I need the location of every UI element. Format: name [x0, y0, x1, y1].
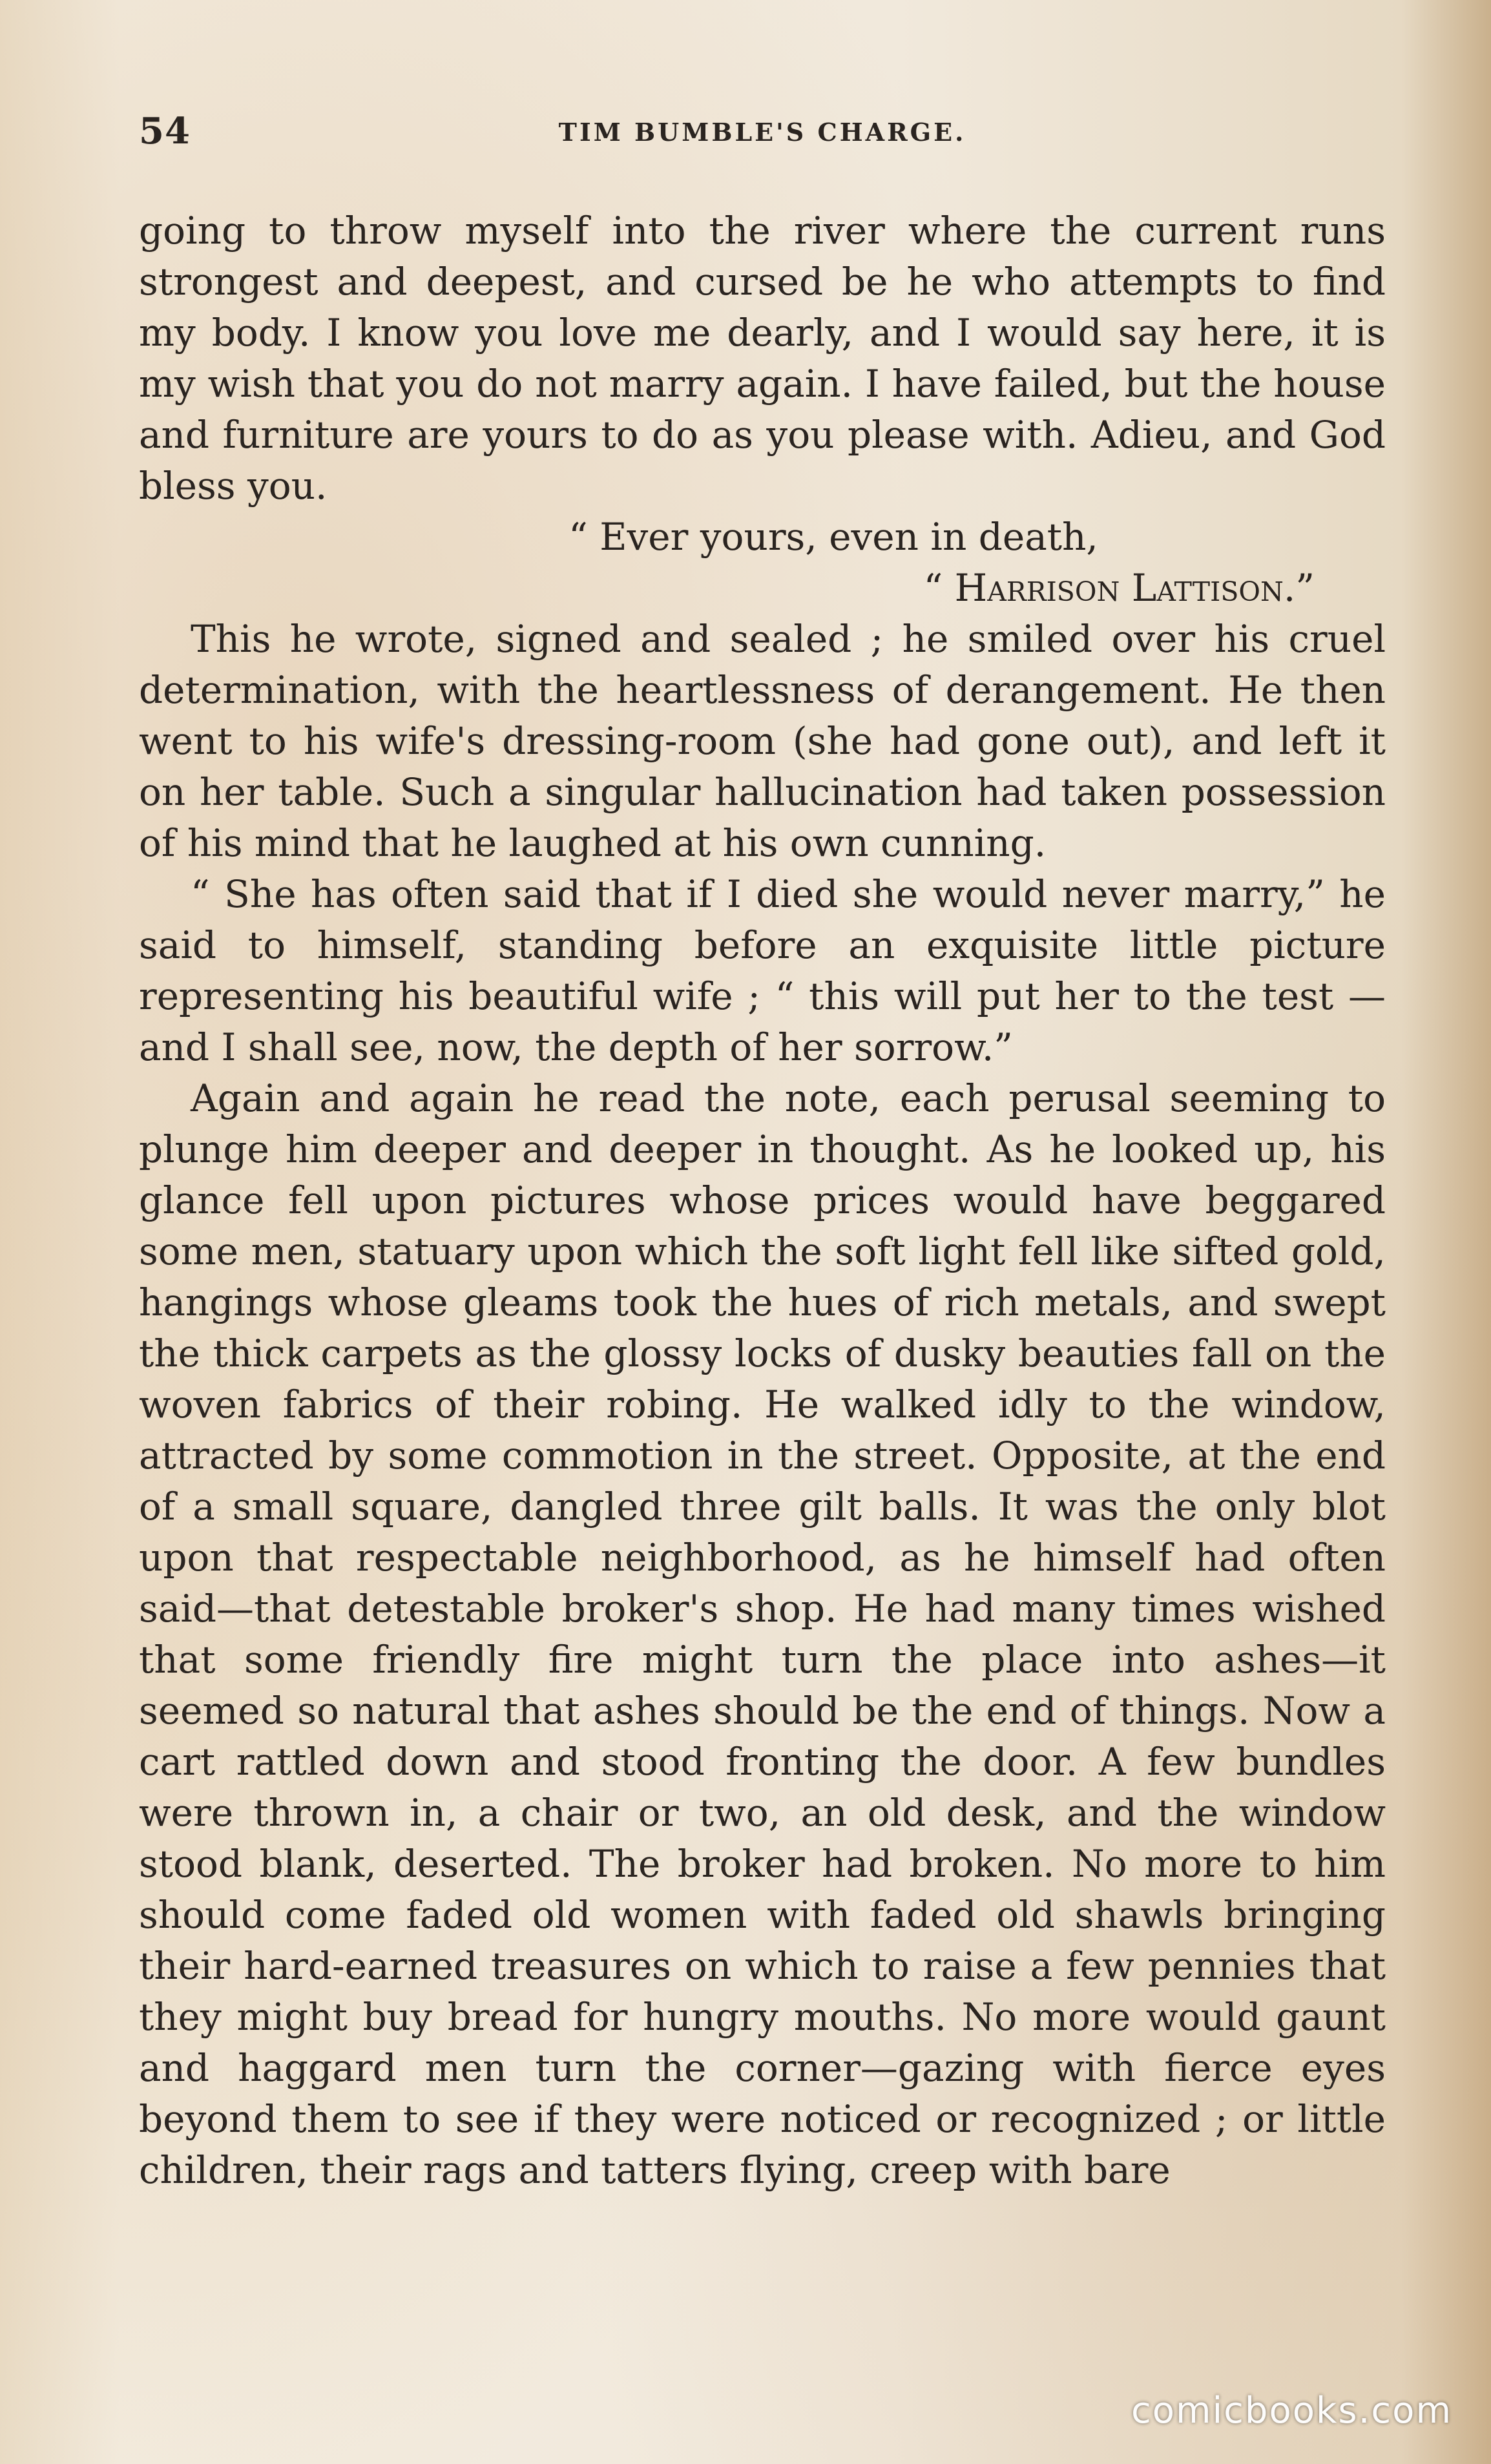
page-header [139, 110, 1386, 162]
body-text [139, 205, 1386, 2196]
page-number: 54 [139, 110, 191, 152]
paragraph: “ She has often said that if I died she would never marry,” he said to himself, standing before an exquisite little picture representing his beautiful wife ; “ this will put her to the test —and I shall see, now, the depth of her sorrow.” [139, 872, 1386, 1069]
paragraph: Again and again he read the note, each perusal seeming to plunge him deeper and deeper in thought. As he looked up, his glance fell upon pictures whose prices would have beggared some men, statuary upon which the soft light fell like sifted gold, hangings whose gleams took the hues of rich metals, and swept the thick carpets as the glossy locks of dusky beauties fall on the woven fabrics of their robing. He walked idly to the window, attracted by some commotion in the street. Opposite, at the end of a small square, dangled three gilt balls. It was the only blot upon that respectable neighborhood, as he himself had often said—that detestable broker's shop. He had many times wished that some friendly fire might turn the place into ashes—it seemed so natural that ashes should be the end of things. Now a cart rattled down and stood fronting the door. A few bundles were thrown in, a chair or two, an old desk, and the window stood blank, deserted. The broker had broken. No more to him should come faded old women with faded old shawls bringing their hard-earned treasures on which to raise a few pennies that they might buy bread for hungry mouths. No more would gaunt and haggard men turn the corner—gazing with fierce eyes beyond them to see if they were noticed or recognized ; or little children, their rags and tatters flying, creep with bare [139, 1076, 1386, 2192]
paragraph: This he wrote, signed and sealed ; he smiled over his cruel determination, with the heartlessness of derangement. He then went to his wife's dressing-room (she had gone out), and left it on her table. Such a singular hallucination had taken possession of his mind that he laughed at his own cunning. [139, 617, 1386, 865]
watermark: comicbooks.com [1131, 2390, 1452, 2432]
letter-closing: “ Ever yours, even in death, [568, 515, 1098, 559]
letter-signature: “ Harrison Lattison.” [923, 566, 1315, 610]
paragraph: going to throw myself into the river where the current runs strongest and deepest, and cursed be he who attempts to find my body. I know you love me dearly, and I would say here, it is my wish that you do not marry again. I have failed, but the house and furniture are yours to do as you please with. Adieu, and God bless you. [139, 209, 1386, 508]
running-head: TIM BUMBLE'S CHARGE. [558, 118, 966, 147]
